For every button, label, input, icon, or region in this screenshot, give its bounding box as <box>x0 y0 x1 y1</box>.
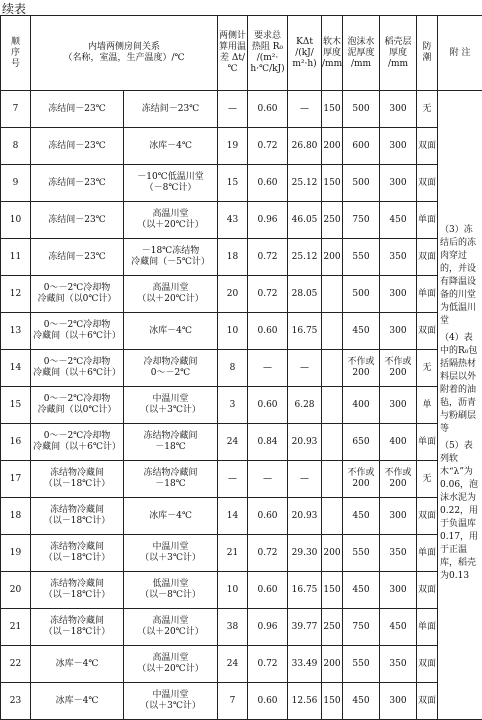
thermal-resistance: 0.60 <box>248 91 288 128</box>
cork-thickness <box>322 498 343 535</box>
foam-thickness: 550 <box>343 646 380 683</box>
moisture-proof: 双面 <box>417 239 438 276</box>
room-a: 冰库－4℃ <box>31 683 124 720</box>
k-dt: 26.80 <box>288 128 322 165</box>
room-b: 冰库－4℃ <box>124 498 218 535</box>
husk-thickness: 350 <box>380 535 417 572</box>
thermal-resistance: 0.60 <box>248 683 288 720</box>
k-dt: 33.49 <box>288 646 322 683</box>
temp-diff: 10 <box>218 572 248 609</box>
moisture-proof: 双面 <box>417 313 438 350</box>
husk-thickness: 300 <box>380 572 417 609</box>
moisture-proof: 单面 <box>417 609 438 646</box>
table-row <box>1 646 482 683</box>
room-a: 冻结间－23℃ <box>31 202 124 239</box>
table-caption: 续表 <box>2 0 26 17</box>
room-a: 冻结物冷藏间 （以－18℃计） <box>31 572 124 609</box>
note-item: （3）冻结后的冻肉穿过的，并设有降温设备的川堂为低温川堂 <box>440 224 480 328</box>
temp-diff: 24 <box>218 646 248 683</box>
husk-thickness: 300 <box>380 165 417 202</box>
table-row <box>1 683 482 720</box>
room-a: 冻结物冷藏间 （以－18℃计） <box>31 609 124 646</box>
thermal-resistance: 0.72 <box>248 276 288 313</box>
row-number: 18 <box>1 498 31 535</box>
room-b: 高温川堂 （以＋20℃计） <box>124 202 218 239</box>
header-husk-thickness: 稻壳层 厚度 /mm <box>380 16 417 91</box>
foam-thickness: 650 <box>343 424 380 461</box>
thermal-resistance: 0.72 <box>248 128 288 165</box>
cork-thickness: 150 <box>322 91 343 128</box>
moisture-proof: 双面 <box>417 683 438 720</box>
moisture-proof: 单面 <box>417 535 438 572</box>
k-dt: — <box>288 461 322 498</box>
row-number: 23 <box>1 683 31 720</box>
husk-thickness: 400 <box>380 424 417 461</box>
table-row <box>1 572 482 609</box>
row-number: 17 <box>1 461 31 498</box>
thermal-resistance: — <box>248 350 288 387</box>
row-number: 19 <box>1 535 31 572</box>
husk-thickness: 300 <box>380 313 417 350</box>
temp-diff: 15 <box>218 165 248 202</box>
table-row <box>1 313 482 350</box>
cork-thickness <box>322 387 343 424</box>
header-moisture-proof: 防 潮 <box>417 16 438 91</box>
room-b: 高温川堂 （以＋20℃计） <box>124 276 218 313</box>
moisture-proof: 双面 <box>417 498 438 535</box>
temp-diff: — <box>218 91 248 128</box>
thermal-resistance: — <box>248 461 288 498</box>
foam-thickness: 500 <box>343 276 380 313</box>
header-thermal-resistance: 要求总 热阻 R₀ /(m²· h·℃/kJ) <box>248 16 288 91</box>
k-dt: 39.77 <box>288 609 322 646</box>
cork-thickness: 200 <box>322 128 343 165</box>
room-a: 冰库－4℃ <box>31 646 124 683</box>
moisture-proof: 双面 <box>417 128 438 165</box>
k-dt: 46.05 <box>288 202 322 239</box>
note-item: （5）表列软木“λ”为0.06，泡沫水泥为0.22，用于负温库0.17，用于正温库，稻壳为0.13 <box>440 440 480 583</box>
row-number: 9 <box>1 165 31 202</box>
foam-thickness: 550 <box>343 239 380 276</box>
moisture-proof: 双面 <box>417 165 438 202</box>
foam-thickness: 550 <box>343 535 380 572</box>
foam-thickness: 450 <box>343 572 380 609</box>
note-item: （4）表中的R₀包括隔热材料层以外附着的油毡，沥青与粉刷层等 <box>440 332 480 436</box>
insulation-table <box>0 15 482 720</box>
table-row <box>1 239 482 276</box>
thermal-resistance: 0.60 <box>248 313 288 350</box>
cork-thickness: 200 <box>322 646 343 683</box>
table-row <box>1 276 482 313</box>
k-dt: 6.28 <box>288 387 322 424</box>
table-row <box>1 424 482 461</box>
cork-thickness <box>322 424 343 461</box>
room-a: 0～－2℃冷却物 冷藏间（以0℃计） <box>31 387 124 424</box>
husk-thickness: 450 <box>380 609 417 646</box>
cork-thickness: 200 <box>322 239 343 276</box>
cork-thickness: 250 <box>322 202 343 239</box>
k-dt: — <box>288 91 322 128</box>
room-b: －10℃低温川堂 （－8℃计） <box>124 165 218 202</box>
thermal-resistance: 0.72 <box>248 535 288 572</box>
cork-thickness <box>322 350 343 387</box>
room-a: 冻结间－23℃ <box>31 128 124 165</box>
cork-thickness <box>322 313 343 350</box>
table-row <box>1 387 482 424</box>
k-dt: 29.30 <box>288 535 322 572</box>
room-a: 0～－2℃冷却物 冷藏间（以＋6℃计） <box>31 350 124 387</box>
husk-thickness: 300 <box>380 387 417 424</box>
row-number: 15 <box>1 387 31 424</box>
husk-thickness: 300 <box>380 276 417 313</box>
room-b: 冻结物冷藏间 －18℃ <box>124 461 218 498</box>
foam-thickness: 450 <box>343 683 380 720</box>
header-row <box>1 16 482 91</box>
thermal-resistance: 0.60 <box>248 498 288 535</box>
husk-thickness: 300 <box>380 683 417 720</box>
table-row <box>1 609 482 646</box>
moisture-proof: 单 <box>417 387 438 424</box>
thermal-resistance: 0.96 <box>248 609 288 646</box>
husk-thickness: 350 <box>380 239 417 276</box>
room-b: 冰库－4℃ <box>124 128 218 165</box>
k-dt: 28.05 <box>288 276 322 313</box>
room-b: 冰库－4℃ <box>124 313 218 350</box>
husk-thickness: 350 <box>380 646 417 683</box>
husk-thickness: 450 <box>380 202 417 239</box>
moisture-proof: 无 <box>417 350 438 387</box>
thermal-resistance: 0.60 <box>248 165 288 202</box>
cork-thickness: 150 <box>322 165 343 202</box>
row-number: 7 <box>1 91 31 128</box>
husk-thickness: 300 <box>380 128 417 165</box>
k-dt: 25.12 <box>288 165 322 202</box>
husk-thickness: 300 <box>380 91 417 128</box>
temp-diff: — <box>218 461 248 498</box>
room-b: －18℃冻结物 冷藏间（－5℃计） <box>124 239 218 276</box>
foam-thickness: 不作或 200 <box>343 461 380 498</box>
room-b: 高温川堂 （以＋20℃计） <box>124 646 218 683</box>
header-temp-diff: 两侧计 算用温 差 Δt/℃ <box>218 16 248 91</box>
foam-thickness: 750 <box>343 202 380 239</box>
k-dt: — <box>288 350 322 387</box>
room-b: 中温川堂 （以＋3℃计） <box>124 535 218 572</box>
table-row <box>1 165 482 202</box>
moisture-proof: 单面 <box>417 276 438 313</box>
temp-diff: 14 <box>218 498 248 535</box>
husk-thickness: 不作或 200 <box>380 461 417 498</box>
temp-diff: 7 <box>218 683 248 720</box>
husk-thickness: 不作或 200 <box>380 350 417 387</box>
cork-thickness <box>322 461 343 498</box>
k-dt: 16.75 <box>288 313 322 350</box>
thermal-resistance: 0.72 <box>248 646 288 683</box>
table-row <box>1 461 482 498</box>
table-row <box>1 350 482 387</box>
room-a: 冻结间－23℃ <box>31 91 124 128</box>
room-b: 高温川堂 （以＋20℃计） <box>124 609 218 646</box>
foam-thickness: 不作或 200 <box>343 350 380 387</box>
row-number: 12 <box>1 276 31 313</box>
foam-thickness: 500 <box>343 165 380 202</box>
temp-diff: 8 <box>218 350 248 387</box>
temp-diff: 18 <box>218 239 248 276</box>
row-number: 14 <box>1 350 31 387</box>
temp-diff: 38 <box>218 609 248 646</box>
header-notes: 附 注 <box>438 16 482 91</box>
table-row <box>1 202 482 239</box>
header-foam-thickness: 泡沫水 泥厚度 /mm <box>343 16 380 91</box>
header-room-relation: 内墙两侧房间关系 （名称，室温，生产温度）/℃ <box>31 16 218 91</box>
moisture-proof: 无 <box>417 461 438 498</box>
foam-thickness: 450 <box>343 498 380 535</box>
moisture-proof: 单面 <box>417 424 438 461</box>
cork-thickness: 150 <box>322 572 343 609</box>
room-b: 低温川堂 （以－8℃计） <box>124 572 218 609</box>
room-a: 0～－2℃冷却物 冷藏间（以＋6℃计） <box>31 424 124 461</box>
temp-diff: 43 <box>218 202 248 239</box>
temp-diff: 10 <box>218 313 248 350</box>
cork-thickness: 250 <box>322 609 343 646</box>
room-a: 冻结物冷藏间 （以－18℃计） <box>31 535 124 572</box>
temp-diff: 20 <box>218 276 248 313</box>
room-a: 冻结物冷藏间 （以－18℃计） <box>31 461 124 498</box>
row-number: 20 <box>1 572 31 609</box>
table-row <box>1 128 482 165</box>
row-number: 13 <box>1 313 31 350</box>
table-row <box>1 498 482 535</box>
cork-thickness: 200 <box>322 535 343 572</box>
k-dt: 12.56 <box>288 683 322 720</box>
header-k-dt: KΔt /(kJ/ m²·h) <box>288 16 322 91</box>
room-b: 冻结物冷藏间 －18℃ <box>124 424 218 461</box>
row-number: 10 <box>1 202 31 239</box>
table-row <box>1 535 482 572</box>
foam-thickness: 600 <box>343 128 380 165</box>
notes-cell <box>438 91 482 720</box>
moisture-proof: 无 <box>417 91 438 128</box>
temp-diff: 21 <box>218 535 248 572</box>
room-b: 冻结间－23℃ <box>124 91 218 128</box>
thermal-resistance: 0.84 <box>248 424 288 461</box>
foam-thickness: 750 <box>343 609 380 646</box>
cork-thickness <box>322 276 343 313</box>
temp-diff: 24 <box>218 424 248 461</box>
k-dt: 16.75 <box>288 572 322 609</box>
temp-diff: 3 <box>218 387 248 424</box>
room-a: 0～－2℃冷却物 冷藏间（以＋6℃计） <box>31 313 124 350</box>
row-number: 16 <box>1 424 31 461</box>
header-seq: 顺 序 号 <box>1 16 31 91</box>
moisture-proof: 双面 <box>417 572 438 609</box>
row-number: 8 <box>1 128 31 165</box>
foam-thickness: 500 <box>343 91 380 128</box>
k-dt: 20.93 <box>288 498 322 535</box>
room-a: 冻结物冷藏间 （以－18℃计） <box>31 498 124 535</box>
husk-thickness: 300 <box>380 498 417 535</box>
temp-diff: 19 <box>218 128 248 165</box>
room-a: 冻结间－23℃ <box>31 165 124 202</box>
table-row <box>1 91 482 128</box>
thermal-resistance: 0.60 <box>248 387 288 424</box>
row-number: 21 <box>1 609 31 646</box>
moisture-proof: 单面 <box>417 202 438 239</box>
cork-thickness: 150 <box>322 683 343 720</box>
thermal-resistance: 0.60 <box>248 572 288 609</box>
room-b: 中温川堂 （以＋3℃计） <box>124 683 218 720</box>
foam-thickness: 450 <box>343 313 380 350</box>
k-dt: 20.93 <box>288 424 322 461</box>
thermal-resistance: 0.72 <box>248 239 288 276</box>
moisture-proof: 双面 <box>417 646 438 683</box>
room-a: 冻结间－23℃ <box>31 239 124 276</box>
k-dt: 25.12 <box>288 239 322 276</box>
foam-thickness: 400 <box>343 387 380 424</box>
thermal-resistance: 0.96 <box>248 202 288 239</box>
header-cork-thickness: 软木 厚度 /mm <box>322 16 343 91</box>
row-number: 22 <box>1 646 31 683</box>
row-number: 11 <box>1 239 31 276</box>
room-a: 0～－2℃冷却物 冷藏间（以0℃计） <box>31 276 124 313</box>
room-b: 冷却物冷藏间 0～－2℃ <box>124 350 218 387</box>
room-b: 中温川堂 （以＋3℃计） <box>124 387 218 424</box>
